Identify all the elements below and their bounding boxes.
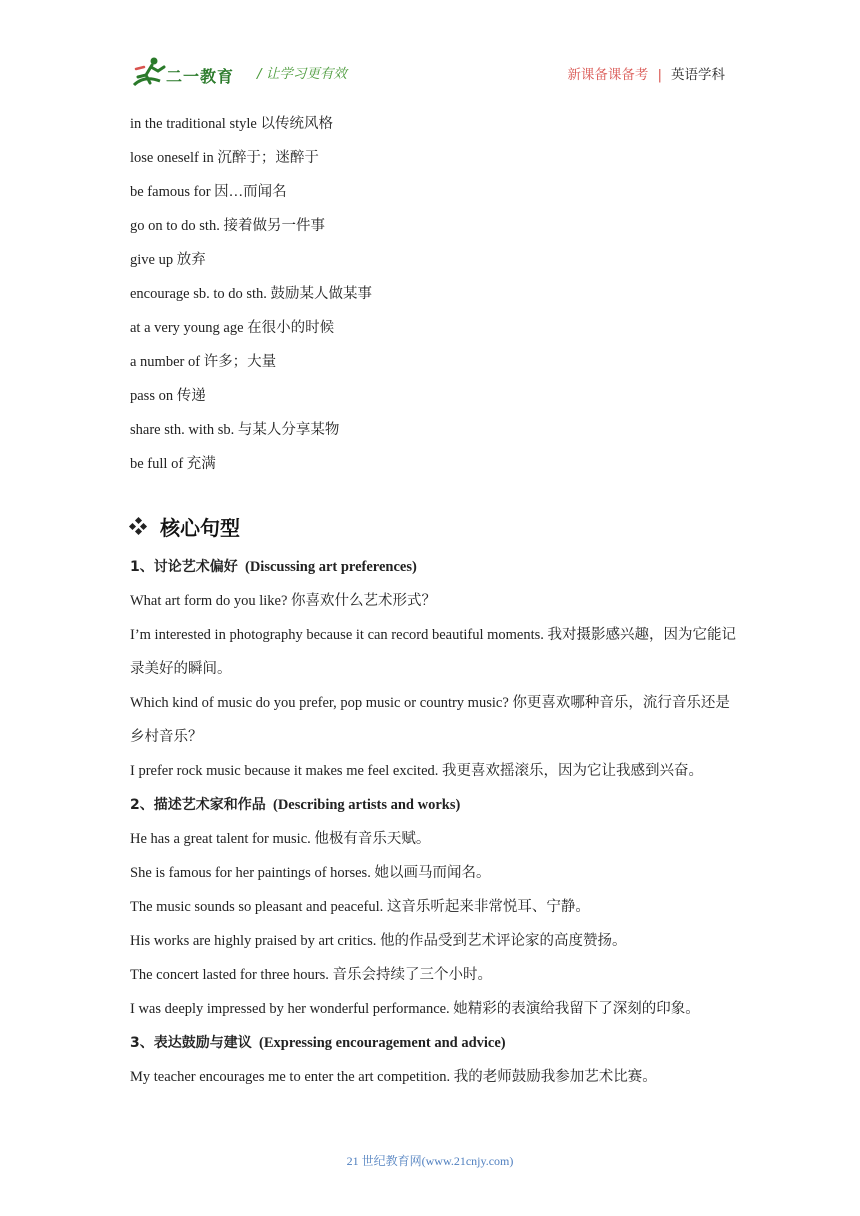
tag-separator: | (657, 67, 662, 83)
group-heading-zh: 1、讨论艺术偏好 (130, 559, 238, 575)
phrase-item: encourage sb. to do sth. 鼓励某人做某事 (130, 286, 373, 302)
phrase-item: give up 放弃 (130, 252, 206, 268)
sentence-group (130, 788, 740, 1026)
sentence-item: I was deeply impressed by her wonderful performance. 她精彩的表演给我留下了深刻的印象。 (130, 1001, 700, 1017)
group-heading-en: (Describing artists and works) (273, 797, 461, 813)
tag-subject: 英语学科 (671, 67, 725, 83)
running-figure-icon (130, 55, 170, 91)
section-heading (130, 502, 740, 550)
sentence-item: Which kind of music do you prefer, pop music or country music? 你更喜欢哪种音乐，流行音乐还是乡村音乐？ (130, 695, 730, 745)
phrase-item: share sth. with sb. 与某人分享某物 (130, 422, 340, 438)
phrase-list (130, 107, 740, 481)
sentence-item: I prefer rock music because it makes me feel excited. 我更喜欢摇滚乐，因为它让我感到兴奋。 (130, 763, 704, 779)
phrase-item: a number of 许多；大量 (130, 354, 277, 370)
sentence-item: The music sounds so pleasant and peaceful. 这音乐听起来非常悦耳、宁静。 (130, 899, 590, 915)
phrase-item: at a very young age 在很小的时候 (130, 320, 335, 336)
sentence-item: My teacher encourages me to enter the art competition. 我的老师鼓励我参加艺术比赛。 (130, 1069, 657, 1085)
group-heading-en: (Discussing art preferences) (245, 559, 417, 575)
phrase-item: go on to do sth. 接着做另一件事 (130, 218, 325, 234)
sentence-item: I’m interested in photography because it can record beautiful moments. 我对摄影感兴趣，因为它能记录美好的瞬间。 (130, 627, 737, 677)
phrase-item: lose oneself in 沉醉于；迷醉于 (130, 150, 319, 166)
phrase-item: be famous for 因…而闻名 (130, 184, 287, 200)
subject-tags (567, 63, 725, 83)
sentence-group (130, 550, 740, 788)
sentence-item: The concert lasted for three hours. 音乐会持续了三个小时。 (130, 967, 493, 983)
diamond-bullet-icon (130, 518, 146, 534)
group-heading-en: (Expressing encouragement and advice) (259, 1035, 506, 1051)
tag-course-prep: 新课备课备考 (567, 67, 649, 83)
sentence-group (130, 1026, 740, 1094)
sentence-item: His works are highly praised by art critics. 他的作品受到艺术评论家的高度赞扬。 (130, 933, 627, 949)
phrase-item: pass on 传递 (130, 388, 206, 404)
logo-text: 二一教育 (166, 67, 235, 86)
group-heading (130, 1026, 740, 1060)
group-heading (130, 788, 740, 822)
document-body (130, 107, 740, 1094)
page-header (130, 55, 730, 95)
phrase-item: in the traditional style 以传统风格 (130, 116, 333, 132)
sentence-item: He has a great talent for music. 他极有音乐天赋。 (130, 831, 431, 847)
slogan: / 让学习更有效 (257, 66, 347, 82)
page-footer: 21 世纪教育网(www.21cnjy.com) (346, 1154, 514, 1168)
group-heading-zh: 3、表达鼓励与建议 (130, 1035, 252, 1051)
group-heading (130, 550, 740, 584)
logo (130, 55, 250, 91)
group-heading-zh: 2、描述艺术家和作品 (130, 797, 266, 813)
sentence-item: What art form do you like? 你喜欢什么艺术形式？ (130, 593, 437, 609)
section-title: 核心句型 (160, 515, 240, 540)
sentence-item: She is famous for her paintings of horses. 她以画马而闻名。 (130, 865, 491, 881)
phrase-item: be full of 充满 (130, 456, 216, 472)
